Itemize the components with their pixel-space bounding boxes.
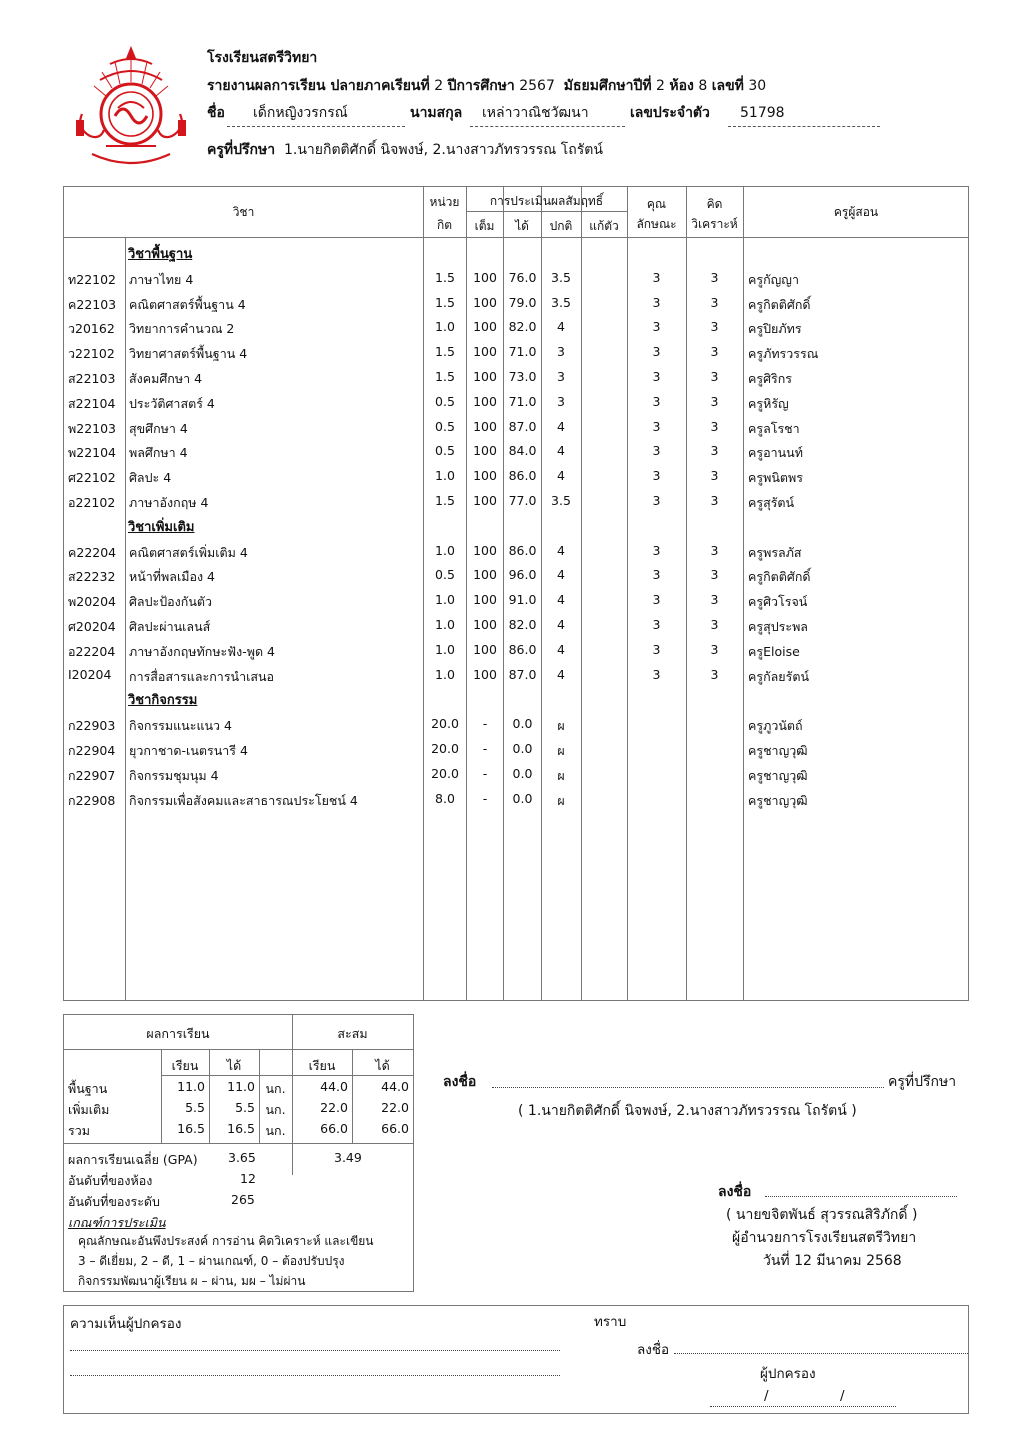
- grade: 4: [557, 542, 565, 558]
- credit: 20.0: [431, 765, 459, 781]
- thinking: 3: [710, 269, 719, 285]
- credit: 1.5: [435, 369, 455, 384]
- got-score: 87.0: [508, 418, 537, 434]
- subject-code: ศ20204: [68, 619, 116, 634]
- got-score: 82.0: [508, 319, 537, 335]
- subject-code: ก22904: [68, 743, 116, 758]
- teacher-name: ครูศิวโรจน์: [748, 594, 808, 610]
- summary-cumulative-label: สะสม: [337, 1026, 368, 1041]
- summary-cum-got: 44.0: [381, 1079, 409, 1094]
- summary-unit: นก.: [265, 1123, 286, 1138]
- credit: 1.5: [435, 344, 455, 360]
- grade: 3: [557, 369, 565, 384]
- summary-row-label: เพิ่มเติม: [68, 1102, 110, 1117]
- grade: 4: [557, 567, 565, 583]
- advisor-sign-names: ( 1.นายกิตติศักดิ์ นิจพงษ์, 2.นางสาวภัทรวรรณ โถรัตน์ ): [518, 1103, 857, 1119]
- subject-code: ก22908: [68, 792, 116, 808]
- grade: ผ: [557, 767, 565, 783]
- grade: 4: [557, 468, 565, 484]
- director-name: ( นายขจิตพันธ์ สุวรรณสิริภักดิ์ ): [726, 1207, 918, 1223]
- credit: 1.5: [435, 493, 455, 508]
- credit: 1.0: [435, 641, 455, 657]
- subject-code: ส22103: [68, 371, 116, 386]
- table-row: [64, 539, 968, 564]
- teacher-name: ครูกัลยรัตน์: [748, 668, 810, 684]
- subject-code: ส22232: [68, 569, 116, 585]
- director-role: ผู้อำนวยการโรงเรียนสตรีวิทยา: [732, 1230, 917, 1246]
- characteristic: 3: [652, 369, 661, 384]
- gpa-value: 3.65: [228, 1150, 256, 1165]
- subject-name: ศิลปะป้องกันตัว: [129, 594, 213, 610]
- grade: 4: [557, 641, 565, 657]
- student-id-label: เลขประจำตัว: [630, 105, 710, 121]
- school-logo: [70, 44, 192, 168]
- characteristic: 3: [652, 269, 661, 285]
- table-row: [64, 712, 968, 737]
- full-score: 100: [473, 294, 497, 310]
- teacher-name: ครูหิรัญ: [748, 395, 789, 411]
- subject-name: ประวัติศาสตร์ 4: [129, 395, 215, 411]
- got-score: 79.0: [508, 294, 537, 310]
- thinking: 3: [710, 319, 719, 335]
- table-row: [64, 315, 968, 340]
- table-row: [64, 787, 968, 812]
- credit: 1.5: [435, 294, 455, 310]
- teacher-name: ครูกัญญา: [748, 271, 799, 287]
- thinking: 3: [710, 617, 719, 632]
- table-row: [64, 266, 968, 291]
- subject-code: ท22102: [68, 271, 117, 287]
- full-score: 100: [473, 393, 497, 409]
- summary-unit: นก.: [265, 1081, 286, 1096]
- cumulative-gpa: 3.49: [334, 1150, 362, 1165]
- got-score: 86.0: [508, 542, 537, 558]
- criteria-line-1: คุณลักษณะอันพึงประสงค์ การอ่าน คิดวิเคราะห์ และเขียน: [78, 1234, 374, 1248]
- level-rank-label: อันดับที่ของระดับ: [68, 1194, 160, 1209]
- summary-got: 16.5: [227, 1121, 255, 1136]
- teacher-name: ครูปิยภัทร: [748, 321, 802, 337]
- header-think-2: วิเคราะห์: [691, 217, 738, 231]
- subject-name: วิทยาการคำนวณ 2: [129, 321, 235, 337]
- credit: 1.0: [435, 666, 455, 682]
- full-score: -: [482, 765, 488, 781]
- header-full: เต็ม: [474, 219, 495, 233]
- table-row: [64, 638, 968, 663]
- subject-code: ค22204: [68, 544, 117, 560]
- table-row: [64, 390, 968, 415]
- full-score: 100: [473, 369, 497, 384]
- characteristic: 3: [652, 542, 661, 558]
- header-credit-2: กิต: [436, 218, 453, 232]
- teacher-name: ครูลโรชา: [748, 420, 800, 436]
- teacher-name: ครูกิตติศักดิ์: [748, 296, 811, 312]
- subject-name: สุขศึกษา 4: [129, 420, 188, 436]
- credit: 0.5: [435, 393, 455, 409]
- subject-name: กิจกรรมชุมนุม 4: [129, 767, 219, 783]
- subject-name: พลศึกษา 4: [129, 445, 188, 461]
- subject-code: ศ22102: [68, 470, 116, 486]
- section-title: วิชาพื้นฐาน: [128, 247, 193, 262]
- table-row: [64, 489, 968, 514]
- table-row: [64, 613, 968, 638]
- got-score: 71.0: [508, 344, 537, 360]
- got-score: 71.0: [508, 393, 537, 409]
- got-score: 86.0: [508, 641, 537, 657]
- advisor-sign-role: ครูที่ปรึกษา: [888, 1074, 957, 1090]
- got-score: 0.0: [512, 741, 533, 756]
- subject-code: ว20162: [68, 321, 115, 337]
- table-row: [64, 737, 968, 762]
- table-row: [64, 464, 968, 489]
- subject-code: พ22104: [68, 445, 117, 461]
- subject-name: ยุวกาชาด-เนตรนารี 4: [129, 743, 248, 758]
- subject-name: ศิลปะผ่านเลนส์: [129, 619, 211, 634]
- criteria-line-2: 3 – ดีเยี่ยม, 2 – ดี, 1 – ผ่านเกณฑ์, 0 – ต้องปรับปรุง: [78, 1254, 345, 1268]
- subject-code: I20204: [68, 666, 112, 682]
- subject-name: ภาษาอังกฤษทักษะฟัง-พูด 4: [129, 643, 276, 659]
- teacher-name: ครูชาญวุฒิ: [748, 767, 808, 783]
- teacher-name: ครูEloise: [748, 643, 800, 659]
- characteristic: 3: [652, 567, 661, 583]
- summary-study: 16.5: [177, 1121, 205, 1136]
- subject-code: ว22102: [68, 346, 115, 362]
- full-score: 100: [473, 666, 497, 682]
- table-row: [64, 663, 968, 688]
- got-score: 82.0: [508, 617, 537, 632]
- subject-code: ก22907: [68, 767, 116, 783]
- credit: 20.0: [431, 741, 459, 756]
- credit: 0.5: [435, 443, 455, 459]
- full-score: 100: [473, 319, 497, 335]
- grades-table: [63, 186, 969, 1001]
- report-title: รายงานผลการเรียน ปลายภาคเรียนที่ 2 ปีการศึกษา 2567 มัธยมศึกษาปีที่ 2 ห้อง 8 เลขที่ 30: [207, 78, 767, 94]
- grade: 4: [557, 418, 565, 434]
- credit: 0.5: [435, 418, 455, 434]
- subject-name: สังคมศึกษา 4: [129, 371, 203, 386]
- header-char-2: ลักษณะ: [636, 217, 677, 231]
- table-row: [64, 291, 968, 316]
- teacher-name: ครูพนิตพร: [748, 470, 803, 486]
- teacher-name: ครูสุรัตน์: [748, 495, 795, 510]
- summary-got: 11.0: [227, 1079, 255, 1094]
- summary-results-label: ผลการเรียน: [146, 1026, 210, 1041]
- thinking: 3: [710, 369, 719, 384]
- subject-code: ส22104: [68, 395, 116, 411]
- characteristic: 3: [652, 443, 661, 459]
- got-score: 76.0: [508, 269, 537, 285]
- subject-name: การสื่อสารและการนำเสนอ: [129, 668, 275, 684]
- teacher-name: ครูภัทรวรรณ: [748, 346, 819, 362]
- advisor-sign-label: ลงชื่อ: [443, 1074, 477, 1090]
- advisor-line: ครูที่ปรึกษา 1.นายกิตติศักดิ์ นิจพงษ์, 2.นางสาวภัทรวรรณ โถรัตน์: [207, 142, 603, 158]
- header-teacher: ครูผู้สอน: [833, 205, 879, 219]
- summary-cum-got: 22.0: [381, 1100, 409, 1115]
- summary-box: [63, 1014, 414, 1292]
- thinking: 3: [710, 443, 719, 459]
- teacher-name: ครูชาญวุฒิ: [748, 743, 808, 758]
- grade: 3: [557, 344, 565, 360]
- grade: 4: [557, 443, 565, 459]
- got-score: 0.0: [512, 765, 533, 781]
- gpa-label: ผลการเรียนเฉลี่ย (GPA): [68, 1152, 198, 1167]
- student-name-label: ชื่อ: [207, 105, 225, 121]
- full-score: 100: [473, 592, 497, 608]
- subject-name: ศิลปะ 4: [129, 470, 172, 486]
- summary-cum-got-label: ได้: [375, 1058, 390, 1073]
- got-score: 84.0: [508, 443, 537, 459]
- got-score: 96.0: [508, 567, 537, 583]
- table-row: [64, 340, 968, 365]
- subject-name: คณิตศาสตร์เพิ่มเติม 4: [129, 544, 248, 560]
- criteria-title: เกณฑ์การประเมิน: [68, 1215, 166, 1230]
- class-rank: 12: [240, 1171, 256, 1186]
- full-score: 100: [473, 542, 497, 558]
- thinking: 3: [710, 592, 719, 608]
- subject-name: กิจกรรมแนะแนว 4: [129, 718, 232, 734]
- table-row: [64, 762, 968, 787]
- characteristic: 3: [652, 418, 661, 434]
- level-rank: 265: [231, 1192, 255, 1207]
- subject-name: ภาษาอังกฤษ 4: [129, 495, 209, 510]
- subject-name: หน้าที่พลเมือง 4: [129, 569, 215, 585]
- full-score: 100: [473, 617, 497, 632]
- date-slash-1: /: [764, 1388, 769, 1404]
- thinking: 3: [710, 344, 719, 360]
- director-sign-label: ลงชื่อ: [718, 1184, 752, 1200]
- header-got: ได้: [515, 219, 529, 233]
- full-score: 100: [473, 567, 497, 583]
- full-score: 100: [473, 493, 497, 508]
- summary-got-label: ได้: [226, 1058, 242, 1073]
- grade: 3.5: [551, 493, 571, 508]
- acknowledge-label: ทราบ: [594, 1314, 627, 1330]
- grade: 4: [557, 592, 565, 608]
- summary-unit: นก.: [265, 1102, 286, 1117]
- student-id: 51798: [740, 105, 785, 121]
- summary-cum-study-label: เรียน: [308, 1058, 336, 1073]
- thinking: 3: [710, 641, 719, 657]
- header-eval: การประเมินผลสัมฤทธิ์: [489, 194, 604, 208]
- teacher-name: ครูกิตติศักดิ์: [748, 569, 811, 585]
- subject-code: พ22103: [68, 420, 117, 436]
- surname-label: นามสกุล: [410, 105, 463, 121]
- date-slash-2: /: [840, 1388, 845, 1404]
- full-score: 100: [473, 641, 497, 657]
- credit: 20.0: [431, 716, 459, 732]
- got-score: 0.0: [512, 716, 533, 732]
- characteristic: 3: [652, 344, 661, 360]
- table-row: [64, 439, 968, 464]
- full-score: 100: [473, 418, 497, 434]
- table-row: [64, 563, 968, 588]
- parent-opinion-label: ความเห็นผู้ปกครอง: [70, 1316, 182, 1332]
- summary-study-label: เรียน: [171, 1058, 199, 1073]
- grade: 4: [557, 617, 565, 632]
- credit: 1.5: [435, 269, 455, 285]
- thinking: 3: [710, 567, 719, 583]
- parent-sign-label: ลงชื่อ: [637, 1342, 670, 1358]
- subject-name: คณิตศาสตร์พื้นฐาน 4: [129, 296, 246, 312]
- subject-name: กิจกรรมเพื่อสังคมและสาธารณประโยชน์ 4: [129, 792, 358, 808]
- credit: 1.0: [435, 617, 455, 632]
- summary-row-label: พื้นฐาน: [68, 1081, 108, 1096]
- table-row: [64, 415, 968, 440]
- subject-code: พ20204: [68, 594, 117, 610]
- characteristic: 3: [652, 294, 661, 310]
- header-normal: ปกติ: [549, 219, 573, 233]
- subject-code: อ22204: [68, 643, 116, 659]
- grade: 3.5: [551, 269, 571, 285]
- summary-cum-got: 66.0: [381, 1121, 409, 1136]
- signature-date: วันที่ 12 มีนาคม 2568: [763, 1253, 902, 1269]
- table-row: [64, 588, 968, 613]
- characteristic: 3: [652, 641, 661, 657]
- student-surname: เหล่าวาณิชวัฒนา: [482, 105, 589, 121]
- characteristic: 3: [652, 666, 661, 682]
- got-score: 87.0: [508, 666, 537, 682]
- parent-role: ผู้ปกครอง: [760, 1366, 816, 1382]
- section-title: วิชากิจกรรม: [128, 693, 198, 709]
- teacher-name: ครูภูวนัตถ์: [748, 718, 803, 734]
- got-score: 91.0: [508, 592, 537, 608]
- credit: 1.0: [435, 592, 455, 608]
- got-score: 0.0: [512, 790, 533, 806]
- characteristic: 3: [652, 617, 661, 632]
- header-char-1: คุณ: [646, 197, 667, 211]
- grade: 4: [557, 319, 565, 335]
- section-title: วิชาเพิ่มเติม: [128, 519, 195, 535]
- grade: ผ: [557, 743, 565, 758]
- full-score: 100: [473, 344, 497, 360]
- teacher-name: ครูศิริกร: [748, 371, 793, 386]
- summary-study: 11.0: [177, 1079, 205, 1094]
- subject-code: ก22903: [68, 718, 116, 734]
- characteristic: 3: [652, 592, 661, 608]
- summary-study: 5.5: [185, 1100, 205, 1115]
- grade: ผ: [557, 792, 565, 808]
- summary-cum-study: 22.0: [320, 1100, 348, 1115]
- header-subject: วิชา: [232, 205, 255, 219]
- thinking: 3: [710, 666, 719, 682]
- table-row: [64, 365, 968, 390]
- subject-name: ภาษาไทย 4: [129, 271, 194, 287]
- credit: 1.0: [435, 468, 455, 484]
- thinking: 3: [710, 418, 719, 434]
- credit: 8.0: [435, 790, 455, 806]
- characteristic: 3: [652, 493, 661, 508]
- header-think-1: คิด: [706, 197, 723, 211]
- thinking: 3: [710, 294, 719, 310]
- subject-code: ค22103: [68, 296, 117, 312]
- grade: ผ: [557, 718, 565, 734]
- criteria-line-3: กิจกรรมพัฒนาผู้เรียน ผ – ผ่าน, มผ – ไม่ผ่าน: [78, 1274, 306, 1288]
- summary-cum-study: 66.0: [320, 1121, 348, 1136]
- characteristic: 3: [652, 393, 661, 409]
- full-score: 100: [473, 468, 497, 484]
- grade: 4: [557, 666, 565, 682]
- credit: 1.0: [435, 542, 455, 558]
- got-score: 73.0: [508, 369, 537, 384]
- teacher-name: ครูอานนท์: [748, 445, 803, 461]
- credit: 0.5: [435, 567, 455, 583]
- teacher-name: ครูสุประพล: [748, 619, 808, 634]
- full-score: 100: [473, 443, 497, 459]
- got-score: 77.0: [508, 493, 537, 508]
- got-score: 86.0: [508, 468, 537, 484]
- grade: 3.5: [551, 294, 571, 310]
- subject-name: วิทยาศาสตร์พื้นฐาน 4: [129, 346, 248, 362]
- full-score: 100: [473, 269, 497, 285]
- summary-got: 5.5: [235, 1100, 255, 1115]
- subject-code: อ22102: [68, 495, 116, 510]
- thinking: 3: [710, 393, 719, 409]
- thinking: 3: [710, 468, 719, 484]
- characteristic: 3: [652, 319, 661, 335]
- thinking: 3: [710, 493, 719, 508]
- teacher-name: ครูพรลภัส: [748, 544, 802, 560]
- thinking: 3: [710, 542, 719, 558]
- summary-row-label: รวม: [68, 1123, 90, 1138]
- school-name: โรงเรียนสตรีวิทยา: [207, 50, 318, 66]
- summary-cum-study: 44.0: [320, 1079, 348, 1094]
- full-score: -: [482, 790, 488, 806]
- grade: 3: [557, 393, 565, 409]
- credit: 1.0: [435, 319, 455, 335]
- teacher-name: ครูชาญวุฒิ: [748, 792, 808, 808]
- header-fix: แก้ตัว: [589, 219, 619, 233]
- student-name: เด็กหญิงวรกรณ์: [253, 105, 348, 121]
- class-rank-label: อันดับที่ของห้อง: [68, 1173, 153, 1188]
- parent-opinion-box: [63, 1305, 969, 1414]
- full-score: -: [482, 741, 488, 756]
- header-credit-1: หน่วย: [429, 195, 460, 209]
- full-score: -: [482, 716, 488, 732]
- characteristic: 3: [652, 468, 661, 484]
